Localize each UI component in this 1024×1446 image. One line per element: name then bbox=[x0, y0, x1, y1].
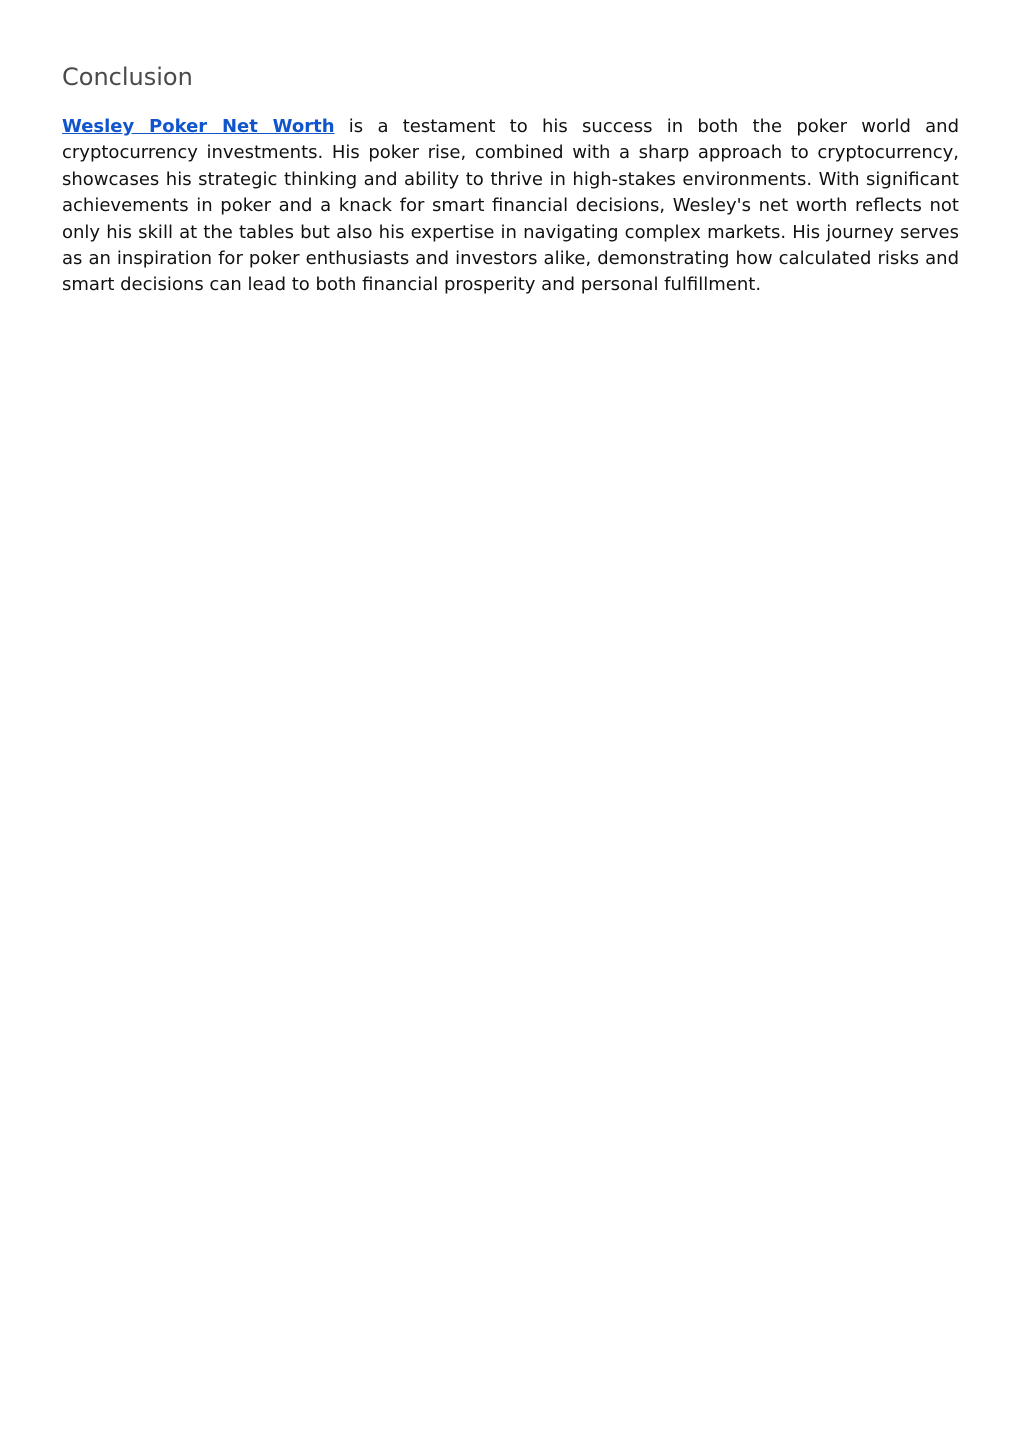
wesley-poker-net-worth-link[interactable]: Wesley Poker Net Worth bbox=[62, 116, 335, 137]
section-heading: Conclusion bbox=[62, 63, 193, 91]
document-page bbox=[62, 56, 959, 299]
conclusion-paragraph bbox=[62, 114, 959, 299]
paragraph-text: is a testament to his success in both the poker world and cryptocurrency investments. His poker rise, combined with a sharp approach to cryptocurrency, showcases his strategic thinking and ability to thrive in high-stakes environments. With significant achievements in poker and a knack for smart financial decisions, Wesley's net worth reflects not only his skill at the tables but also his expertise in navigating complex markets. His journey serves as an inspiration for poker enthusiasts and investors alike, demonstrating how calculated risks and smart decisions can lead to both financial prosperity and personal fulfillment. bbox=[62, 116, 959, 296]
